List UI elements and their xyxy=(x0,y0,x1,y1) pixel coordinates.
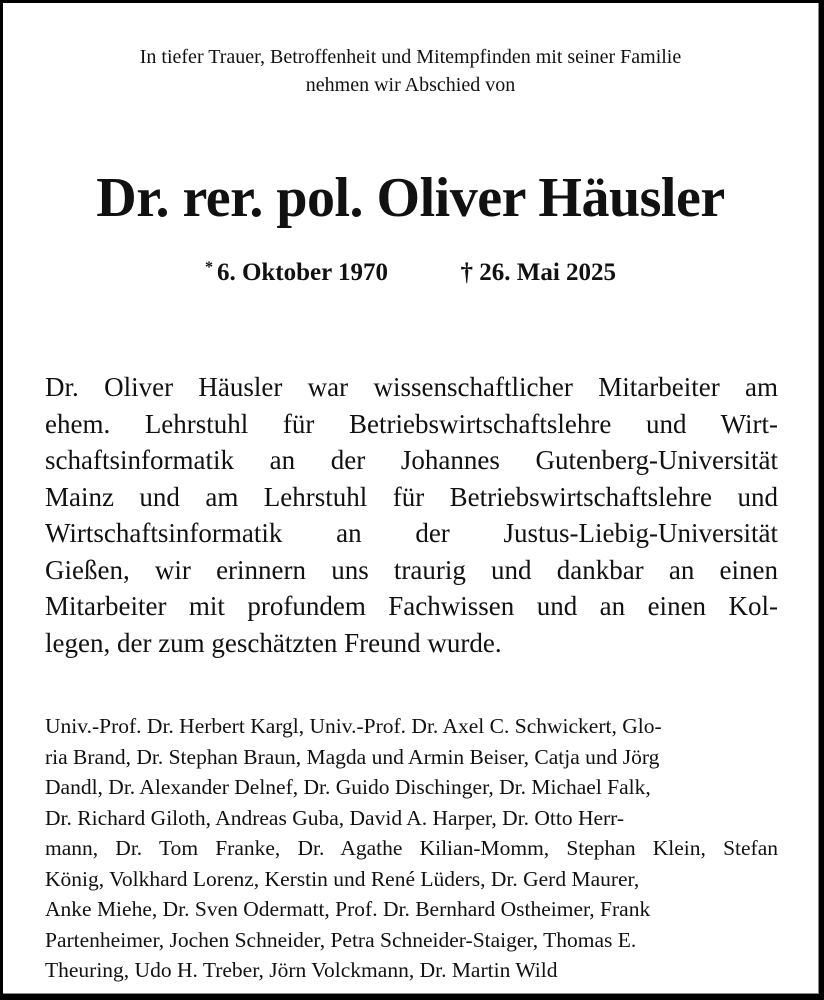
mourners-line: ria Brand, Dr. Stephan Braun, Magda und Armin Beiser, Catja und Jörg xyxy=(45,744,660,769)
mourners-line: Partenheimer, Jochen Schneider, Petra Schneider-Staiger, Thomas E. xyxy=(45,927,637,952)
birth-star-icon: * xyxy=(204,259,213,276)
mourners-line: mann, Dr. Tom Franke, Dr. Agathe Kilian-Momm, Stephan Klein, Stefan xyxy=(45,836,778,860)
bio-line: Gießen, wir erinnern uns traurig und dankbar an einen xyxy=(45,554,778,585)
bio-line: legen, der zum geschätzten Freund wurde. xyxy=(45,627,502,658)
bio-line: Wirtschaftsinformatik an der Justus-Liebig-Universität xyxy=(45,518,778,548)
mourners-line: Dandl, Dr. Alexander Delnef, Dr. Guido Dischinger, Dr. Michael Falk, xyxy=(45,775,651,799)
biography-paragraph xyxy=(45,369,778,661)
intro-line-2: nehmen wir Abschied von xyxy=(305,74,516,96)
mourners-line: König, Volkhard Lorenz, Kerstin und René Lüders, Dr. Gerd Maurer, xyxy=(45,866,640,891)
death-date: 26. Mai 2025 xyxy=(479,259,617,286)
bio-line: Dr. Oliver Häusler war wissenschaftlicher Mitarbeiter am xyxy=(45,372,778,402)
mourners-line: Anke Miehe, Dr. Sven Odermatt, Prof. Dr. Bernhard Ostheimer, Frank xyxy=(45,897,651,921)
bio-line: ehem. Lehrstuhl für Betriebswirtschaftslehre und Wirt- xyxy=(45,408,778,439)
death-cross-icon: † xyxy=(460,259,474,286)
life-dates xyxy=(3,251,818,290)
mourners-list xyxy=(45,711,778,986)
obituary-notice xyxy=(3,3,819,994)
mourners-line: Dr. Richard Giloth, Andreas Guba, David A. Harper, Dr. Otto Herr- xyxy=(45,805,625,830)
mourners-line: Theuring, Udo H. Treber, Jörn Volckmann, Dr. Martin Wild xyxy=(45,958,558,982)
deceased-name: Dr. rer. pol. Oliver Häusler xyxy=(96,167,725,229)
mourners-line: Univ.-Prof. Dr. Herbert Kargl, Univ.-Prof. Dr. Axel C. Schwickert, Glo- xyxy=(45,714,662,738)
bio-line: Mainz und am Lehrstuhl für Betriebswirtschaftslehre und xyxy=(45,481,778,512)
intro-line-1: In tiefer Trauer, Betroffenheit und Mitempfinden mit seiner Familie xyxy=(139,46,682,68)
birth-date: 6. Oktober 1970 xyxy=(216,259,389,286)
bio-line: Mitarbeiter mit profundem Fachwissen und an einen Kol- xyxy=(45,591,778,621)
bio-line: schaftsinformatik an der Johannes Gutenberg-Universität xyxy=(45,445,778,475)
intro-text xyxy=(3,43,818,99)
